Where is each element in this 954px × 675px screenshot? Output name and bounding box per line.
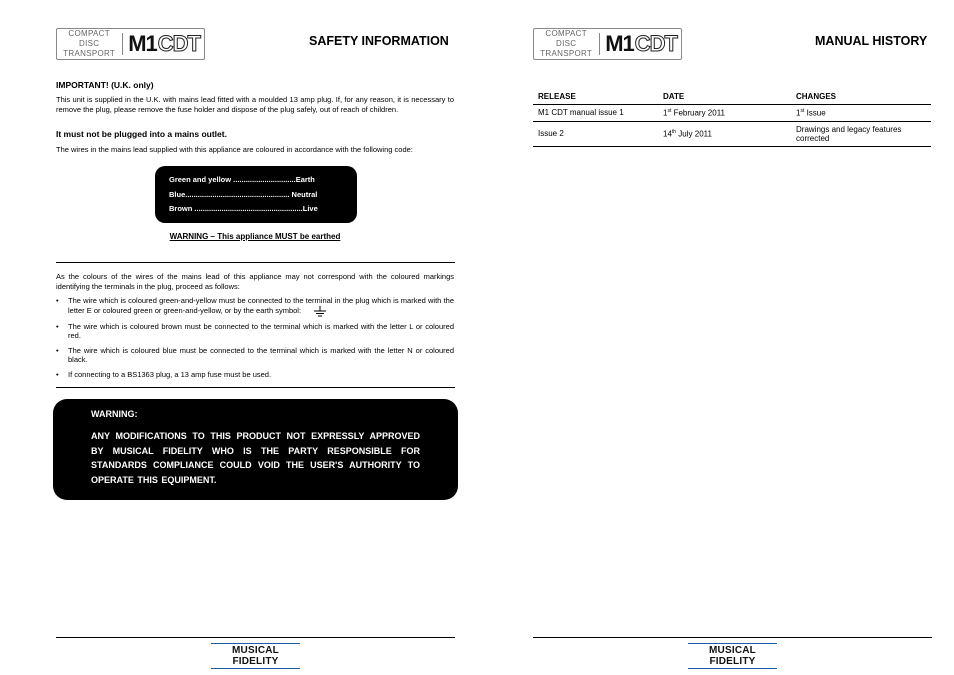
header-logo-right bbox=[533, 28, 682, 60]
bullet-earth-text: The wire which is coloured green-and-yellow must be connected to the terminal in the plug which is marked with the letter E or coloured green or green-and-yellow, or by the earth symbol: bbox=[68, 296, 454, 315]
logo-model-cdt: CDT bbox=[157, 31, 200, 56]
footer-rule-left bbox=[56, 637, 455, 638]
page-title: SAFETY INFORMATION bbox=[309, 34, 449, 48]
footer-brand-logo-right: MUSICAL FIDELITY bbox=[688, 643, 777, 669]
logo-line1: COMPACT DISC bbox=[68, 29, 110, 48]
footer-rule-right bbox=[533, 637, 932, 638]
bullet-live: • The wire which is coloured brown must be connected to the terminal which is marked with the letter L or coloured red. bbox=[56, 322, 454, 341]
header-date: DATE bbox=[658, 89, 791, 105]
divider-bottom bbox=[56, 387, 455, 388]
logo-subtitle-right bbox=[538, 29, 594, 59]
logo-line2: TRANSPORT bbox=[63, 49, 116, 58]
table-row bbox=[533, 105, 931, 122]
wiring-bullets bbox=[56, 296, 454, 384]
row2-date: 14th July 2011 bbox=[658, 121, 791, 146]
row1-changes: 1st Issue bbox=[791, 105, 931, 122]
bullet-fuse: • If connecting to a BS1363 plug, a 13 amp fuse must be used. bbox=[56, 370, 454, 380]
logo-model bbox=[128, 31, 200, 57]
header-release: RELEASE bbox=[533, 89, 658, 105]
table-header-row bbox=[533, 89, 931, 105]
wire-code-intro: The wires in the mains lead supplied with this appliance are coloured in accordance with the following code: bbox=[56, 145, 413, 154]
warning-title: WARNING: bbox=[91, 409, 138, 419]
row1-date: 1st February 2011 bbox=[658, 105, 791, 122]
logo-model-m1-right: M1 bbox=[605, 31, 634, 56]
wiring-instructions-intro: As the colours of the wires of the mains lead of this appliance may not correspond with the coloured markings identifying the terminals in the plug, proceed as follows: bbox=[56, 272, 454, 291]
uk-plug-paragraph: This unit is supplied in the U.K. with mains lead fitted with a moulded 13 amp plug. If, for any reason, it is necessary to remove the plug, please remove the fuse holder and dispose of the plug safely, out of reach of children. bbox=[56, 95, 454, 114]
logo-divider bbox=[122, 33, 123, 55]
bullet-neutral: • The wire which is coloured blue must be connected to the terminal which is marked with the letter N or coloured black. bbox=[56, 346, 454, 365]
logo-model-right bbox=[605, 31, 677, 57]
wire-color-code-box bbox=[155, 166, 357, 223]
not-plug-heading: It must not be plugged into a mains outlet. bbox=[56, 129, 227, 139]
table-row bbox=[533, 121, 931, 146]
logo-line1-right: COMPACT DISC bbox=[545, 29, 587, 48]
warning-body: ANY MODIFICATIONS TO THIS PRODUCT NOT EXPRESSLY APPROVED BY MUSICAL FIDELITY WHO IS THE PARTY RESPONSIBLE FOR STANDARDS COMPLIANCE COULD VOID THE USER'S AUTHORITY TO OPERATE THIS EQUIPMENT. bbox=[91, 431, 420, 485]
header-logo bbox=[56, 28, 205, 60]
row1-release: M1 CDT manual issue 1 bbox=[533, 105, 658, 122]
logo-model-cdt-right: CDT bbox=[634, 31, 677, 56]
logo-divider-right bbox=[599, 33, 600, 55]
logo-subtitle bbox=[61, 29, 117, 59]
divider-top bbox=[56, 262, 455, 263]
modification-warning-box bbox=[53, 399, 458, 500]
manual-history-table bbox=[533, 89, 931, 147]
logo-line2-right: TRANSPORT bbox=[540, 49, 593, 58]
code-earth: Green and yellow ..............................Earth bbox=[169, 175, 315, 184]
code-live: Brown ....................................................Live bbox=[169, 204, 318, 213]
row2-changes: Drawings and legacy features corrected bbox=[791, 121, 931, 146]
important-heading: IMPORTANT! (U.K. only) bbox=[56, 80, 154, 90]
bullet-earth bbox=[56, 296, 454, 317]
footer-brand-logo-left: MUSICAL FIDELITY bbox=[211, 643, 300, 669]
header-changes: CHANGES bbox=[791, 89, 931, 105]
code-neutral: Blue.................................................. Neutral bbox=[169, 189, 318, 199]
row2-release: Issue 2 bbox=[533, 121, 658, 146]
logo-model-m1: M1 bbox=[128, 31, 157, 56]
page-title-right: MANUAL HISTORY bbox=[815, 34, 928, 48]
earth-symbol-icon bbox=[313, 306, 327, 317]
earthed-warning: WARNING – This appliance MUST be earthed bbox=[169, 232, 341, 241]
